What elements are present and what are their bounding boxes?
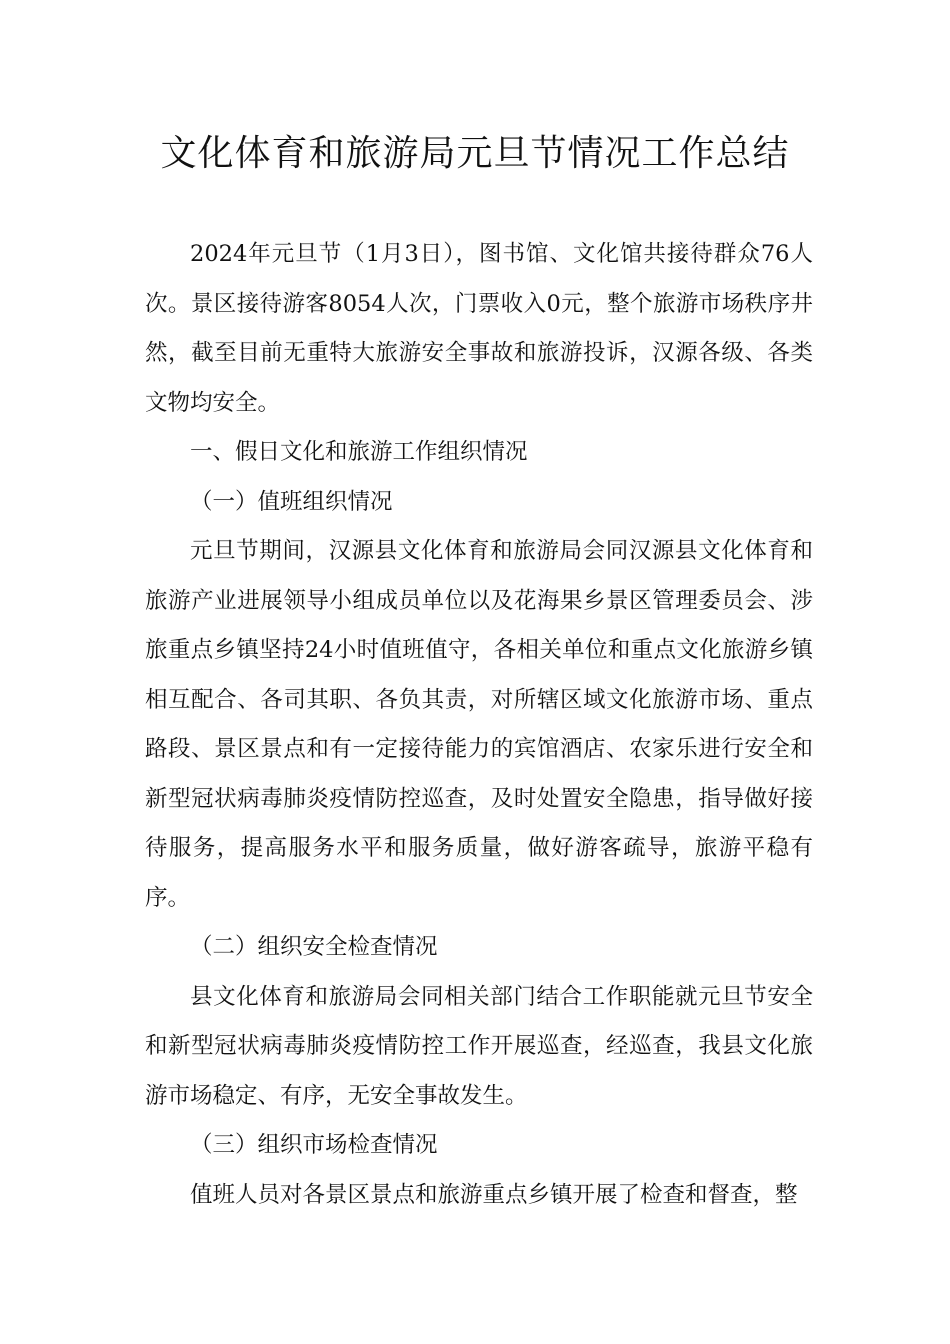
intro-paragraph: 2024年元旦节（1月3日），图书馆、文化馆共接待群众76人次。景区接待游客8054人次，门票收入0元，整个旅游市场秩序井然，截至目前无重特大旅游安全事故和旅游投诉，汉源各级、各类文物均安全。 (145, 241, 813, 416)
market-paragraph: 值班人员对各景区景点和旅游重点乡镇开展了检查和督查，整 (190, 1181, 798, 1208)
document-body-block-1 (145, 230, 813, 923)
document-title: 文化体育和旅游局元旦节情况工作总结 (160, 133, 790, 174)
document-body-block-2 (145, 923, 813, 1220)
section-heading-1: 一、假日文化和旅游工作组织情况 (190, 439, 528, 465)
duty-paragraph: 元旦节期间，汉源县文化体育和旅游局会同汉源县文化体育和旅游产业进展领导小组成员单位以及花海果乡景区管理委员会、涉旅重点乡镇坚持24小时值班值守，各相关单位和重点文化旅游乡镇相互配合、各司其职、各负其责，对所辖区域文化旅游市场、重点路段、景区景点和有一定接待能力的宾馆酒店、农家乐进行安全和新型冠状病毒肺炎疫情防控巡查，及时处置安全隐患，指导做好接待服务，提高服务水平和服务质量，做好游客疏导，旅游平稳有序。 (145, 538, 813, 911)
subsection-heading-safety: （二）组织安全检查情况 (190, 934, 438, 960)
subsection-heading-market: （三）组织市场检查情况 (190, 1132, 438, 1158)
safety-paragraph: 县文化体育和旅游局会同相关部门结合工作职能就元旦节安全和新型冠状病毒肺炎疫情防控工作开展巡查，经巡查，我县文化旅游市场稳定、有序，无安全事故发生。 (145, 983, 813, 1109)
subsection-heading-duty: （一）值班组织情况 (190, 488, 393, 515)
